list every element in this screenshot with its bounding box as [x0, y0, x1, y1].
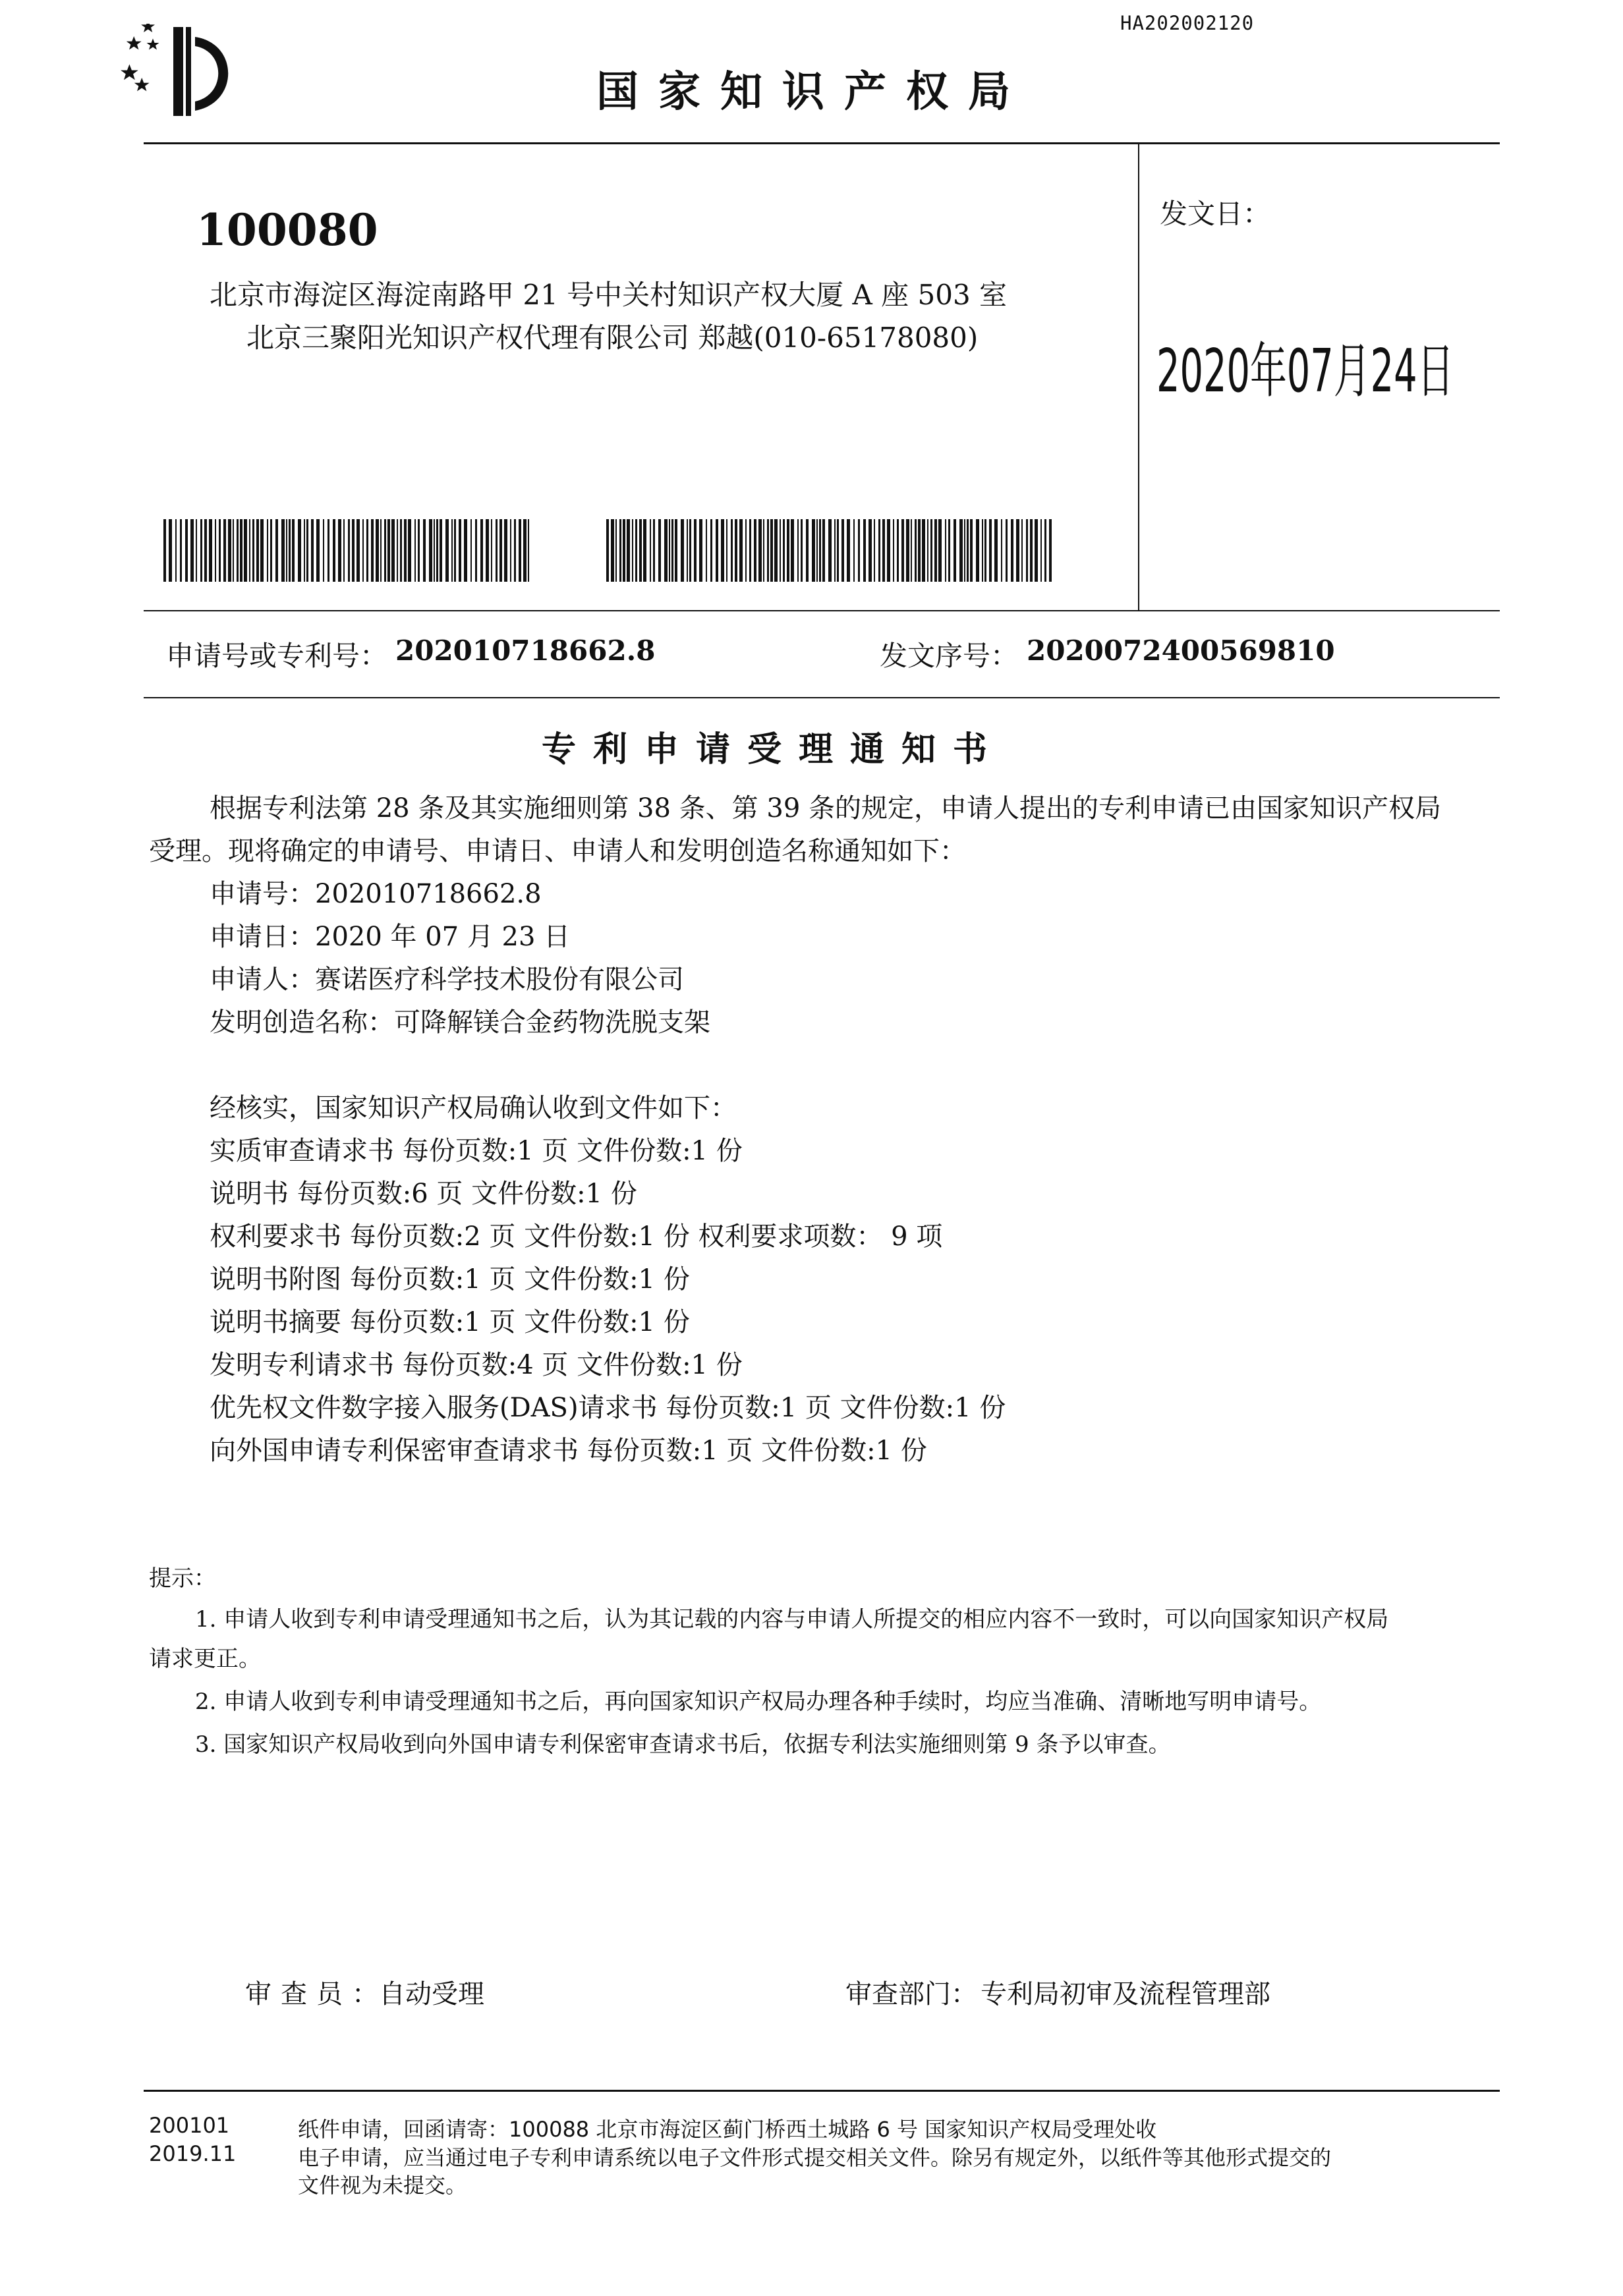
- barcode-bar: [292, 519, 295, 582]
- barcode-bar: [275, 519, 278, 582]
- document-item: 优先权文件数字接入服务(DAS)请求书 每份页数:1 页 文件份数:1 份: [210, 1393, 1006, 1423]
- tip-item: 2. 申请人收到专利申请受理通知书之后，再向国家知识产权局办理各种手续时，均应当准确、清晰地写明申请号。: [195, 1689, 1322, 1715]
- barcode-bar: [190, 519, 194, 582]
- barcode-bar: [922, 519, 925, 582]
- field-application-number: 申请号：202010718662.8: [210, 879, 542, 909]
- document-item: 说明书摘要 每份页数:1 页 文件份数:1 份: [210, 1307, 690, 1337]
- barcode-bar: [327, 519, 329, 582]
- vertical-divider: [1138, 142, 1139, 611]
- barcode-bar: [1026, 519, 1028, 582]
- barcode-bar: [915, 519, 917, 582]
- barcode-bar: [887, 519, 890, 582]
- barcode-bar: [470, 519, 472, 582]
- barcode-bar: [639, 519, 642, 582]
- barcode-bar: [504, 519, 507, 582]
- address-divider: [144, 610, 1500, 611]
- barcode-bar: [252, 519, 254, 582]
- intro-line: 根据专利法第 28 条及其实施细则第 38 条、第 39 条的规定，申请人提出的专利申请已由国家知识产权局: [210, 793, 1441, 824]
- barcode-bar: [897, 519, 899, 582]
- barcode-bar: [967, 519, 969, 582]
- barcode-bar: [445, 519, 449, 582]
- barcode-bar: [812, 519, 815, 582]
- barcode-bar: [380, 519, 382, 582]
- barcode-bar: [632, 519, 633, 582]
- barcode-bar: [694, 519, 697, 582]
- barcode-bar: [244, 519, 247, 582]
- barcode-bar: [770, 519, 773, 582]
- barcode-bar: [623, 519, 625, 582]
- barcode-bar: [323, 519, 324, 582]
- postcode: 100080: [196, 204, 378, 256]
- barcode-bar: [404, 519, 407, 582]
- barcode-bar: [938, 519, 942, 582]
- barcode-bar: [434, 519, 435, 582]
- barcode-bar: [475, 519, 477, 582]
- barcode-bar: [689, 519, 691, 582]
- barcode-bar: [316, 519, 320, 582]
- barcode-bar: [745, 519, 747, 582]
- barcode-bar: [304, 519, 305, 582]
- barcode-bar: [1001, 519, 1002, 582]
- barcode-bar: [256, 519, 259, 582]
- document-code: HA202002120: [1120, 12, 1255, 34]
- barcode-bar: [611, 519, 614, 582]
- barcode-bar: [635, 519, 637, 582]
- barcode-bar: [615, 519, 617, 582]
- barcode-bar: [994, 519, 998, 582]
- barcode-bar: [510, 519, 511, 582]
- notice-title: 专利申请受理通知书: [542, 729, 1005, 770]
- barcode-bar: [480, 519, 483, 582]
- barcode-bar: [758, 519, 762, 582]
- barcode-bar: [687, 519, 688, 582]
- application-number-label: 申请号或专利号：: [166, 640, 388, 672]
- barcode-bar: [767, 519, 769, 582]
- serial-number: 2020072400569810: [1027, 634, 1335, 667]
- barcode-bar: [362, 519, 364, 582]
- document-item: 实质审查请求书 每份页数:1 页 文件份数:1 份: [210, 1136, 743, 1166]
- barcode-bar: [233, 519, 234, 582]
- barcode-bar: [984, 519, 986, 582]
- document-item: 发明专利请求书 每份页数:4 页 文件份数:1 份: [210, 1350, 743, 1380]
- barcode-bar: [671, 519, 673, 582]
- document-item: 权利要求书 每份页数:2 页 文件份数:1 份 权利要求项数： 9 项: [210, 1221, 943, 1252]
- barcode-bar: [519, 519, 521, 582]
- barcode-bar: [523, 519, 527, 582]
- barcode-bar: [822, 519, 825, 582]
- barcode-bar: [726, 519, 727, 582]
- barcode-bar: [964, 519, 965, 582]
- intro-line: 受理。现将确定的申请号、申请日、申请人和发明创造名称通知如下：: [149, 836, 966, 866]
- footer-line: 纸件申请，回函请寄：100088 北京市海淀区蓟门桥西土城路 6 号 国家知识产权局受理处收: [298, 2117, 1157, 2142]
- barcode-bar: [163, 519, 166, 582]
- received-intro: 经核实，国家知识产权局确认收到文件如下：: [210, 1093, 737, 1123]
- barcode-bar: [806, 519, 809, 582]
- barcode-bar: [528, 519, 529, 582]
- barcode-bar: [989, 519, 992, 582]
- tip-item: 请求更正。: [149, 1646, 261, 1672]
- barcode-bar: [1035, 519, 1038, 582]
- barcode-bar: [1049, 519, 1052, 582]
- barcode-bar: [675, 519, 677, 582]
- barcode-bar: [440, 519, 442, 582]
- examiner-label: 审查员：: [245, 1979, 387, 2009]
- footer-line: 文件视为未提交。: [298, 2173, 467, 2198]
- barcode-bar: [298, 519, 301, 582]
- barcode-bar: [352, 519, 355, 582]
- barcode-bar: [906, 519, 909, 582]
- barcode-bar: [819, 519, 821, 582]
- barcode-bar: [196, 519, 197, 582]
- barcode-bar: [1011, 519, 1013, 582]
- barcode-bar: [653, 519, 655, 582]
- barcode-bar: [286, 519, 287, 582]
- barcode-bar: [863, 519, 866, 582]
- barcode-bar: [847, 519, 850, 582]
- barcode-bar: [496, 519, 498, 582]
- barcode-bar: [721, 519, 724, 582]
- barcode-bar: [643, 519, 646, 582]
- field-invention-title: 发明创造名称：可降解镁合金药物洗脱支架: [210, 1007, 710, 1038]
- barcode-1: [163, 519, 529, 582]
- barcode-bar: [874, 519, 875, 582]
- barcode-bar: [215, 519, 216, 582]
- serial-number-label: 发文序号：: [880, 640, 1019, 672]
- barcode-bar: [436, 519, 438, 582]
- barcode-bar: [333, 519, 335, 582]
- header-divider: [144, 142, 1500, 144]
- document-item: 说明书 每份页数:6 页 文件份数:1 份: [210, 1179, 637, 1209]
- barcode-bar: [499, 519, 502, 582]
- barcode-bar: [249, 519, 250, 582]
- department-label: 审查部门：: [845, 1979, 977, 2009]
- barcode-bar: [306, 519, 308, 582]
- barcode-bar: [934, 519, 937, 582]
- barcode-bar: [343, 519, 345, 582]
- barcode-bar: [791, 519, 794, 582]
- tips-label: 提示：: [149, 1565, 216, 1592]
- barcode-bar: [754, 519, 756, 582]
- barcode-bar: [1044, 519, 1046, 582]
- cnipa-logo-icon: [117, 24, 249, 123]
- barcode-bar: [739, 519, 743, 582]
- barcode-bar: [834, 519, 836, 582]
- barcode-bar: [1021, 519, 1023, 582]
- barcode-bar: [464, 519, 467, 582]
- barcode-bar: [219, 519, 221, 582]
- barcode-bar: [240, 519, 242, 582]
- barcode-bar: [918, 519, 921, 582]
- barcode-bar: [699, 519, 702, 582]
- barcode-bar: [514, 519, 516, 582]
- barcode-bar: [606, 519, 609, 582]
- barcode-bar: [619, 519, 621, 582]
- barcode-bar: [423, 519, 426, 582]
- barcode-bar: [706, 519, 707, 582]
- barcode-2: [606, 519, 1056, 582]
- barcode-bar: [774, 519, 778, 582]
- barcode-bar: [1006, 519, 1008, 582]
- barcode-bar: [270, 519, 272, 582]
- barcode-bar: [853, 519, 855, 582]
- tip-item: 1. 申请人收到专利申请受理通知书之后，认为其记载的内容与申请人所提交的相应内容不一致时，可以向国家知识产权局: [195, 1606, 1389, 1633]
- barcode-bar: [664, 519, 668, 582]
- barcode-bar: [185, 519, 188, 582]
- recipient-address: 北京市海淀区海淀南路甲 21 号中关村知识产权大厦 A 座 503 室: [210, 279, 1008, 311]
- form-version: 2019.11: [149, 2141, 237, 2166]
- barcode-bar: [209, 519, 212, 582]
- barcode-bar: [945, 519, 946, 582]
- barcode-bar: [169, 519, 172, 582]
- barcode-bar: [180, 519, 182, 582]
- numbers-divider: [144, 697, 1500, 698]
- barcode-bar: [348, 519, 350, 582]
- issue-date: 2020年07月24日: [1156, 337, 1454, 406]
- department-value: 专利局初审及流程管理部: [981, 1979, 1270, 2009]
- footer-line: 电子申请，应当通过电子专利申请系统以电子文件形式提交相关文件。除另有规定外，以纸件等其他形式提交的: [298, 2145, 1332, 2170]
- barcode-bar: [982, 519, 983, 582]
- field-applicant: 申请人：赛诺医疗科学技术股份有限公司: [210, 965, 684, 995]
- barcode-bar: [780, 519, 781, 582]
- barcode-bar: [491, 519, 492, 582]
- barcode-bar: [816, 519, 818, 582]
- barcode-bar: [175, 519, 177, 582]
- barcode-bar: [868, 519, 872, 582]
- barcode-bar: [970, 519, 973, 582]
- barcode-bar: [911, 519, 912, 582]
- recipient-agency: 北京三聚阳光知识产权代理有限公司 郑越(010-65178080): [246, 322, 979, 354]
- document-item: 向外国申请专利保密审查请求书 每份页数:1 页 文件份数:1 份: [210, 1436, 927, 1466]
- barcode-bar: [763, 519, 764, 582]
- issue-date-label: 发文日：: [1160, 198, 1271, 230]
- barcode-bar: [658, 519, 661, 582]
- footer-divider: [144, 2090, 1500, 2092]
- barcode-bar: [311, 519, 314, 582]
- barcode-bar: [749, 519, 751, 582]
- barcode-bar: [204, 519, 207, 582]
- barcode-bar: [1040, 519, 1042, 582]
- barcode-bar: [429, 519, 432, 582]
- barcode-bar: [735, 519, 737, 582]
- field-filing-date: 申请日：2020 年 07 月 23 日: [210, 922, 571, 952]
- barcode-bar: [858, 519, 860, 582]
- barcode-bar: [669, 519, 670, 582]
- barcode-bar: [267, 519, 268, 582]
- barcode-bar: [200, 519, 202, 582]
- tip-item: 3. 国家知识产权局收到向外国申请专利保密审查请求书后，依据专利法实施细则第 9 条予以审查。: [195, 1731, 1171, 1758]
- barcode-bar: [454, 519, 456, 582]
- barcode-bar: [828, 519, 832, 582]
- barcode-bar: [783, 519, 785, 582]
- barcode-bar: [837, 519, 839, 582]
- barcode-bar: [289, 519, 291, 582]
- barcode-bar: [930, 519, 932, 582]
- barcode-bar: [260, 519, 264, 582]
- barcode-bar: [356, 519, 360, 582]
- barcode-bar: [384, 519, 386, 582]
- application-number: 202010718662.8: [395, 634, 656, 667]
- barcode-bar: [1016, 519, 1019, 582]
- barcode-bar: [418, 519, 420, 582]
- barcode-bar: [400, 519, 402, 582]
- barcode-bar: [841, 519, 844, 582]
- barcode-bar: [387, 519, 390, 582]
- barcode-bar: [716, 519, 718, 582]
- barcode-bar: [731, 519, 733, 582]
- barcode-bar: [397, 519, 398, 582]
- barcode-bar: [281, 519, 285, 582]
- barcode-bar: [627, 519, 630, 582]
- barcode-bar: [371, 519, 374, 582]
- barcode-bar: [681, 519, 684, 582]
- barcode-bar: [882, 519, 885, 582]
- barcode-bar: [1030, 519, 1033, 582]
- barcode-bar: [797, 519, 799, 582]
- barcode-bar: [223, 519, 226, 582]
- barcode-bar: [976, 519, 979, 582]
- barcode-bar: [237, 519, 239, 582]
- barcode-bar: [451, 519, 453, 582]
- barcode-bar: [801, 519, 803, 582]
- examiner-value: 自动受理: [379, 1979, 484, 2009]
- barcode-bar: [459, 519, 461, 582]
- barcode-bar: [710, 519, 712, 582]
- barcode-bar: [338, 519, 341, 582]
- barcode-bar: [228, 519, 231, 582]
- barcode-bar: [893, 519, 894, 582]
- barcode-bar: [486, 519, 489, 582]
- barcode-bar: [391, 519, 395, 582]
- barcode-bar: [414, 519, 416, 582]
- form-code: 200101: [149, 2113, 230, 2138]
- document-item: 说明书附图 每份页数:1 页 文件份数:1 份: [210, 1264, 690, 1295]
- barcode-bar: [927, 519, 928, 582]
- barcode-bar: [959, 519, 963, 582]
- barcode-bar: [787, 519, 789, 582]
- barcode-bar: [901, 519, 904, 582]
- barcode-bar: [650, 519, 651, 582]
- office-title: 国家知识产权局: [596, 67, 1030, 117]
- barcode-bar: [408, 519, 411, 582]
- barcode-bar: [376, 519, 379, 582]
- barcode-bar: [954, 519, 956, 582]
- barcode-bar: [366, 519, 368, 582]
- barcode-bar: [948, 519, 950, 582]
- barcode-bar: [878, 519, 880, 582]
